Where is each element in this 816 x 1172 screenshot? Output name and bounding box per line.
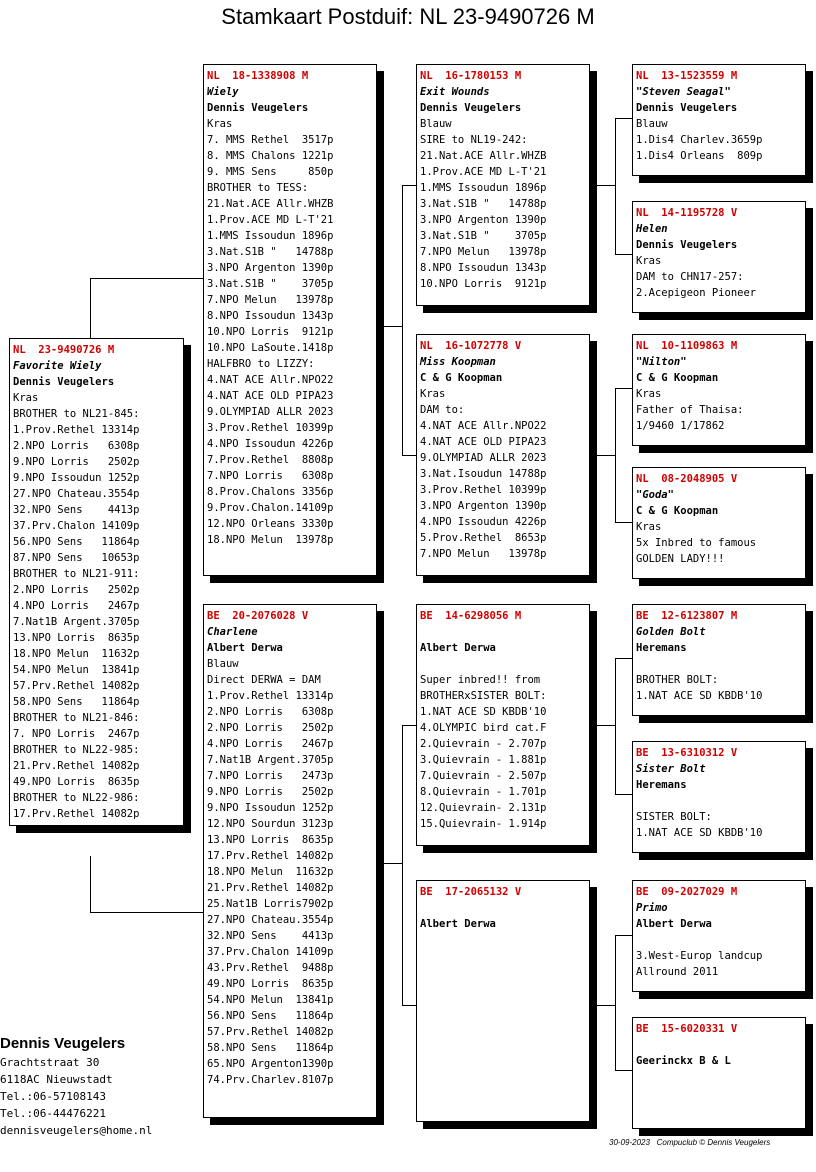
pigeon-card-subject bbox=[9, 338, 184, 826]
card-line: 49.NPO Lorris 8635p bbox=[207, 978, 334, 990]
card-line: 5.Prov.Rethel 8653p bbox=[420, 532, 547, 544]
pigeon-card-dam bbox=[203, 604, 377, 1118]
card-line: 17.Prv.Rethel 14082p bbox=[13, 808, 140, 820]
card-line: 49.NPO Lorris 8635p bbox=[13, 776, 140, 788]
card-line: Father of Thaisa: bbox=[636, 404, 744, 416]
connector-line bbox=[615, 388, 632, 389]
card-line: Super inbred!! from bbox=[420, 674, 541, 686]
card-line: 3.Quievrain - 1.881p bbox=[420, 754, 547, 766]
card-line: Kras bbox=[420, 388, 446, 400]
card-line: BROTHER to NL22-985: bbox=[13, 744, 140, 756]
connector-line bbox=[90, 912, 204, 913]
pigeon-card-ancestor bbox=[632, 64, 806, 176]
footer-credit: 30-09-2023 Compuclub © Dennis Veugelers bbox=[609, 1138, 771, 1147]
card-line: 12.NPO Sourdun 3123p bbox=[207, 818, 334, 830]
card-line: 54.NPO Melun 13841p bbox=[207, 994, 334, 1006]
card-line: Kras bbox=[636, 521, 662, 533]
card-line: 10.NPO Lorris 9121p bbox=[207, 326, 334, 338]
card-line: 1.MMS Issoudun 1896p bbox=[420, 182, 547, 194]
connector-line bbox=[596, 725, 615, 726]
card-line: 8.NPO Issoudun 1343p bbox=[420, 262, 547, 274]
owner-address: Grachtstraat 30 bbox=[0, 1056, 100, 1069]
card-line: BROTHERxSISTER BOLT: bbox=[420, 690, 547, 702]
card-line: Kras bbox=[13, 392, 39, 404]
card-line: DAM to CHN17-257: bbox=[636, 271, 744, 283]
card-line: 87.NPO Sens 10653p bbox=[13, 552, 140, 564]
card-line: 1.MMS Issoudun 1896p bbox=[207, 230, 334, 242]
ring-number: NL 14-1195728 V bbox=[636, 207, 738, 219]
card-line: 10.NPO LaSoute.1418p bbox=[207, 342, 334, 354]
connector-line bbox=[90, 278, 91, 340]
owner-name: Dennis Veugelers bbox=[0, 1035, 126, 1052]
card-line: BROTHER to NL21-911: bbox=[13, 568, 140, 580]
card-line: 18.NPO Melun 13978p bbox=[207, 534, 334, 546]
ring-number: BE 09-2027029 M bbox=[636, 886, 738, 898]
pigeon-name: Exit Wounds bbox=[420, 86, 490, 98]
card-line: 3.NPO Argenton 1390p bbox=[420, 500, 547, 512]
card-line: 9. MMS Sens 850p bbox=[207, 166, 334, 178]
card-line: 57.Prv.Rethel 14082p bbox=[13, 680, 140, 692]
card-line: 3.Nat.Isoudun 14788p bbox=[420, 468, 547, 480]
card-line: BROTHER BOLT: bbox=[636, 674, 719, 686]
card-line: 12.NPO Orleans 3330p bbox=[207, 518, 334, 530]
ring-number: NL 23-9490726 M bbox=[13, 344, 115, 356]
card-line: 2.NPO Lorris 2502p bbox=[207, 722, 334, 734]
card-line bbox=[420, 656, 586, 672]
ring-number: NL 16-1072778 V bbox=[420, 340, 522, 352]
card-line: 74.Prv.Charlev.8107p bbox=[207, 1074, 334, 1086]
card-line: 1.Prov.ACE MD L-T'21 bbox=[420, 166, 547, 178]
pigeon-name: Golden Bolt bbox=[636, 626, 706, 638]
pigeon-name: Sister Bolt bbox=[636, 763, 706, 775]
connector-line bbox=[615, 658, 632, 659]
card-line: 1.Prov.Rethel 13314p bbox=[207, 690, 334, 702]
pigeon-card-sire-dam bbox=[416, 334, 590, 576]
card-line: 65.NPO Argenton1390p bbox=[207, 1058, 334, 1070]
card-line: 9.NPO Issoudun 1252p bbox=[13, 472, 140, 484]
card-line: 21.Nat.ACE Allr.WHZB bbox=[420, 150, 547, 162]
pigeon-name: Favorite Wiely bbox=[13, 360, 102, 372]
card-line: GOLDEN LADY!!! bbox=[636, 553, 725, 565]
connector-line bbox=[90, 856, 91, 912]
card-line: 3.NPO Argenton 1390p bbox=[420, 214, 547, 226]
pigeon-name: Wiely bbox=[207, 86, 239, 98]
card-line: 3.West-Europ landcup bbox=[636, 950, 763, 962]
card-line: 4.NAT ACE Allr.NPO22 bbox=[207, 374, 334, 386]
card-line: BROTHER to NL21-846: bbox=[13, 712, 140, 724]
card-line: 7.NPO Melun 13978p bbox=[207, 294, 334, 306]
connector-line bbox=[402, 185, 403, 455]
card-line: Blauw bbox=[420, 118, 452, 130]
breeder-name: Dennis Veugelers bbox=[207, 102, 309, 114]
card-line: 21.Prv.Rethel 14082p bbox=[207, 882, 334, 894]
ring-number: NL 18-1338908 M bbox=[207, 70, 309, 82]
pigeon-card-dam-dam bbox=[416, 880, 590, 1122]
card-line: 37.Prv.Chalon 14109p bbox=[13, 520, 140, 532]
card-line: 43.Prv.Rethel 9488p bbox=[207, 962, 334, 974]
card-line: 5x Inbred to famous bbox=[636, 537, 757, 549]
card-line: 2.NPO Lorris 2502p bbox=[13, 584, 140, 596]
pigeon-name: "Goda" bbox=[636, 489, 674, 501]
card-line: Kras bbox=[207, 118, 233, 130]
owner-postcode: 6118AC Nieuwstadt bbox=[0, 1073, 113, 1086]
card-line: 7.NPO Melun 13978p bbox=[420, 246, 547, 258]
breeder-name: Dennis Veugelers bbox=[636, 102, 738, 114]
card-line: Direct DERWA = DAM bbox=[207, 674, 321, 686]
pigeon-card-ancestor bbox=[632, 1017, 806, 1129]
card-line: 18.NPO Melun 11632p bbox=[13, 648, 140, 660]
breeder-name: Albert Derwa bbox=[636, 918, 712, 930]
card-line: 7.NPO Lorris 6308p bbox=[207, 470, 334, 482]
card-line: 7.Quievrain - 2.507p bbox=[420, 770, 547, 782]
card-line: Kras bbox=[636, 388, 662, 400]
pigeon-card-ancestor bbox=[632, 604, 806, 716]
card-line: BROTHER to TESS: bbox=[207, 182, 309, 194]
card-line: 15.Quievrain- 1.914p bbox=[420, 818, 547, 830]
breeder-name: C & G Koopman bbox=[636, 505, 719, 517]
card-line: 8.Prov.Chalons 3356p bbox=[207, 486, 334, 498]
pigeon-name: Primo bbox=[636, 902, 668, 914]
card-line: 4.NPO Lorris 2467p bbox=[207, 738, 334, 750]
card-line: Kras bbox=[636, 255, 662, 267]
pigeon-card-sire bbox=[203, 64, 377, 576]
card-line: 2.Acepigeon Pioneer bbox=[636, 287, 757, 299]
card-line: SIRE to NL19-242: bbox=[420, 134, 528, 146]
card-line: 3.Prov.Rethel 10399p bbox=[207, 422, 334, 434]
card-line: 2.NPO Lorris 6308p bbox=[207, 706, 334, 718]
card-line: 32.NPO Sens 4413p bbox=[13, 504, 140, 516]
card-line: 7.NPO Lorris 2473p bbox=[207, 770, 334, 782]
breeder-name: Heremans bbox=[636, 642, 687, 654]
card-line: 13.NPO Lorris 8635p bbox=[207, 834, 334, 846]
connector-line bbox=[596, 455, 615, 456]
pigeon-name: "Nilton" bbox=[636, 356, 687, 368]
card-line: 4.OLYMPIC bird cat.F bbox=[420, 722, 547, 734]
card-line: BROTHER to NL21-845: bbox=[13, 408, 140, 420]
card-line: 58.NPO Sens 11864p bbox=[207, 1042, 334, 1054]
card-line: BROTHER to NL22-986: bbox=[13, 792, 140, 804]
owner-block bbox=[0, 1034, 152, 1139]
owner-phone: Tel.:06-57108143 bbox=[0, 1090, 106, 1103]
pigeon-name bbox=[420, 900, 586, 916]
owner-phone-2: Tel.:06-44476221 bbox=[0, 1107, 106, 1120]
ring-number: BE 20-2076028 V bbox=[207, 610, 309, 622]
pigeon-card-dam-sire bbox=[416, 604, 590, 846]
card-line: 1.NAT ACE SD KBDB'10 bbox=[420, 706, 547, 718]
card-line: 56.NPO Sens 11864p bbox=[207, 1010, 334, 1022]
connector-line bbox=[384, 863, 402, 864]
connector-line bbox=[615, 118, 616, 254]
connector-line bbox=[615, 522, 632, 523]
card-line: 3.Nat.S1B " 14788p bbox=[207, 246, 334, 258]
card-line: DAM to: bbox=[420, 404, 465, 416]
card-line: SISTER BOLT: bbox=[636, 811, 712, 823]
card-line: 7.Nat1B Argent.3705p bbox=[13, 616, 140, 628]
card-line: 2.Quievrain - 2.707p bbox=[420, 738, 547, 750]
connector-line bbox=[402, 725, 403, 1005]
card-line: 3.NPO Argenton 1390p bbox=[207, 262, 334, 274]
breeder-name: C & G Koopman bbox=[420, 372, 503, 384]
card-line: 2.NPO Lorris 6308p bbox=[13, 440, 140, 452]
connector-line bbox=[615, 1070, 632, 1071]
breeder-name: Heremans bbox=[636, 779, 687, 791]
pigeon-name bbox=[636, 1037, 802, 1053]
card-line: 9.NPO Issoudun 1252p bbox=[207, 802, 334, 814]
breeder-name: Geerinckx B & L bbox=[636, 1055, 731, 1067]
card-line bbox=[636, 656, 802, 672]
breeder-name: Albert Derwa bbox=[420, 918, 496, 930]
card-line: 13.NPO Lorris 8635p bbox=[13, 632, 140, 644]
card-line: Allround 2011 bbox=[636, 966, 719, 978]
card-line: 1.Dis4 Orleans 809p bbox=[636, 150, 763, 162]
ring-number: NL 16-1780153 M bbox=[420, 70, 522, 82]
pigeon-card-ancestor bbox=[632, 741, 806, 853]
pigeon-card-sire-sire bbox=[416, 64, 590, 306]
card-line: 27.NPO Chateau.3554p bbox=[13, 488, 140, 500]
card-line: 17.Prv.Rethel 14082p bbox=[207, 850, 334, 862]
card-line: 32.NPO Sens 4413p bbox=[207, 930, 334, 942]
connector-line bbox=[596, 185, 615, 186]
ring-number: NL 13-1523559 M bbox=[636, 70, 738, 82]
breeder-name: Dennis Veugelers bbox=[636, 239, 738, 251]
card-line: 9.OLYMPIAD ALLR 2023 bbox=[420, 452, 547, 464]
card-line: 7.Prov.Rethel 8808p bbox=[207, 454, 334, 466]
pigeon-card-ancestor bbox=[632, 467, 806, 579]
ring-number: BE 14-6298056 M bbox=[420, 610, 522, 622]
breeder-name: Albert Derwa bbox=[420, 642, 496, 654]
connector-line bbox=[402, 1005, 417, 1006]
connector-line bbox=[402, 725, 417, 726]
card-line: 54.NPO Melun 13841p bbox=[13, 664, 140, 676]
connector-line bbox=[615, 794, 632, 795]
breeder-name: Dennis Veugelers bbox=[420, 102, 522, 114]
card-line: 8.NPO Issoudun 1343p bbox=[207, 310, 334, 322]
connector-line bbox=[615, 254, 632, 255]
connector-line bbox=[402, 455, 417, 456]
connector-line bbox=[402, 185, 417, 186]
card-line: 4.NAT ACE Allr.NPO22 bbox=[420, 420, 547, 432]
card-line: 1.NAT ACE SD KBDB'10 bbox=[636, 827, 763, 839]
card-line: 18.NPO Melun 11632p bbox=[207, 866, 334, 878]
card-line: 4.NPO Issoudun 4226p bbox=[420, 516, 547, 528]
card-line: 27.NPO Chateau.3554p bbox=[207, 914, 334, 926]
card-line: 25.Nat1B Lorris7902p bbox=[207, 898, 334, 910]
pigeon-card-ancestor bbox=[632, 201, 806, 313]
card-line: 56.NPO Sens 11864p bbox=[13, 536, 140, 548]
card-line: 3.Prov.Rethel 10399p bbox=[420, 484, 547, 496]
card-line: 4.NAT ACE OLD PIPA23 bbox=[420, 436, 547, 448]
pigeon-name: "Steven Seagal" bbox=[636, 86, 731, 98]
card-line: 9.Prov.Chalon.14109p bbox=[207, 502, 334, 514]
card-line: 7. MMS Rethel 3517p bbox=[207, 134, 334, 146]
card-line: 21.Nat.ACE Allr.WHZB bbox=[207, 198, 334, 210]
card-line: 7.NPO Melun 13978p bbox=[420, 548, 547, 560]
card-line bbox=[636, 932, 802, 948]
pigeon-name bbox=[420, 624, 586, 640]
card-line: 58.NPO Sens 11864p bbox=[13, 696, 140, 708]
card-line: 1.NAT ACE SD KBDB'10 bbox=[636, 690, 763, 702]
ring-number: BE 17-2065132 V bbox=[420, 886, 522, 898]
card-line: 8.Quievrain - 1.701p bbox=[420, 786, 547, 798]
card-line: 10.NPO Lorris 9121p bbox=[420, 278, 547, 290]
card-line: Blauw bbox=[636, 118, 668, 130]
card-line: 4.NPO Lorris 2467p bbox=[13, 600, 140, 612]
card-line: 4.NPO Issoudun 4226p bbox=[207, 438, 334, 450]
breeder-name: Albert Derwa bbox=[207, 642, 283, 654]
card-line: 1.Prov.ACE MD L-T'21 bbox=[207, 214, 334, 226]
card-line: 21.Prv.Rethel 14082p bbox=[13, 760, 140, 772]
ring-number: NL 08-2048905 V bbox=[636, 473, 738, 485]
card-line: 1.Prov.Rethel 13314p bbox=[13, 424, 140, 436]
card-line: 1/9460 1/17862 bbox=[636, 420, 725, 432]
connector-line bbox=[90, 278, 204, 279]
card-line: 1.Dis4 Charlev.3659p bbox=[636, 134, 763, 146]
card-line: 9.OLYMPIAD ALLR 2023 bbox=[207, 406, 334, 418]
card-line: HALFBRO to LIZZY: bbox=[207, 358, 315, 370]
card-line: 9.NPO Lorris 2502p bbox=[13, 456, 140, 468]
card-line: 3.Nat.S1B " 3705p bbox=[207, 278, 334, 290]
pigeon-name: Miss Koopman bbox=[420, 356, 496, 368]
ring-number: BE 15-6020331 V bbox=[636, 1023, 738, 1035]
card-line: 12.Quievrain- 2.131p bbox=[420, 802, 547, 814]
connector-line bbox=[615, 388, 616, 522]
pigeon-name: Charlene bbox=[207, 626, 258, 638]
connector-line bbox=[615, 935, 616, 1070]
connector-line bbox=[596, 1005, 615, 1006]
card-line: 3.Nat.S1B " 14788p bbox=[420, 198, 547, 210]
card-line: 3.Nat.S1B " 3705p bbox=[420, 230, 547, 242]
ring-number: NL 10-1109863 M bbox=[636, 340, 738, 352]
card-line: 7.Nat1B Argent.3705p bbox=[207, 754, 334, 766]
connector-line bbox=[615, 935, 632, 936]
card-line: 7. NPO Lorris 2467p bbox=[13, 728, 140, 740]
card-line: 57.Prv.Rethel 14082p bbox=[207, 1026, 334, 1038]
pigeon-card-ancestor bbox=[632, 334, 806, 446]
card-line: 9.NPO Lorris 2502p bbox=[207, 786, 334, 798]
card-line bbox=[636, 793, 802, 809]
pigeon-name: Helen bbox=[636, 223, 668, 235]
breeder-name: C & G Koopman bbox=[636, 372, 719, 384]
owner-email: dennisveugelers@home.nl bbox=[0, 1124, 153, 1137]
connector-line bbox=[615, 118, 632, 119]
pigeon-card-ancestor bbox=[632, 880, 806, 992]
card-line: Blauw bbox=[207, 658, 239, 670]
card-line: 37.Prv.Chalon 14109p bbox=[207, 946, 334, 958]
breeder-name: Dennis Veugelers bbox=[13, 376, 115, 388]
card-line: 8. MMS Chalons 1221p bbox=[207, 150, 334, 162]
page-title: Stamkaart Postduif: NL 23-9490726 M bbox=[221, 4, 595, 29]
ring-number: BE 12-6123807 M bbox=[636, 610, 738, 622]
card-line: 4.NAT ACE OLD PIPA23 bbox=[207, 390, 334, 402]
connector-line bbox=[384, 326, 402, 327]
connector-line bbox=[615, 658, 616, 794]
ring-number: BE 13-6310312 V bbox=[636, 747, 738, 759]
